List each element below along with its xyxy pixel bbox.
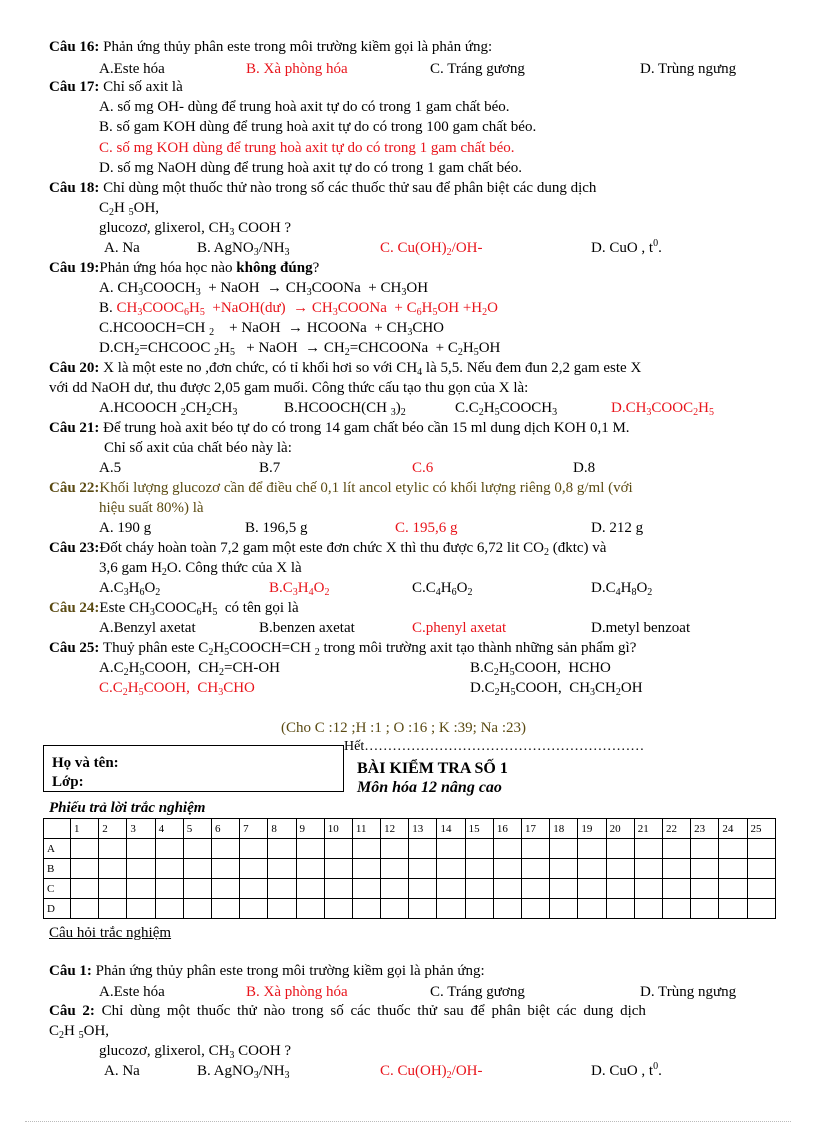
answer-cell[interactable]	[606, 879, 634, 899]
answer-cell[interactable]	[550, 839, 578, 859]
section-heading: Câu hỏi trắc nghiệm	[49, 925, 172, 941]
answer-cell[interactable]	[296, 859, 324, 879]
answer-cell[interactable]	[465, 839, 493, 859]
answer-cell[interactable]	[522, 839, 550, 859]
answer-cell[interactable]	[662, 839, 690, 859]
answer-grid	[43, 818, 776, 919]
answer-cell[interactable]	[324, 899, 352, 919]
answer-cell[interactable]	[268, 839, 296, 859]
q21-line2: Chỉ số axit của chất béo này là:	[104, 440, 292, 456]
student-name-label: Họ và tên:	[52, 755, 119, 771]
grid-option-label: B	[44, 859, 71, 879]
q18-line3: glucozơ, glixerol, $CH_3$ COOH ?	[99, 220, 292, 238]
answer-cell[interactable]	[493, 859, 521, 879]
grid-question-number: 17	[522, 819, 550, 839]
answer-cell[interactable]	[437, 839, 465, 859]
answer-cell[interactable]	[155, 899, 183, 919]
q23-option-b: $B.C_3H_4O_2$	[269, 580, 330, 598]
answer-cell[interactable]	[719, 859, 747, 879]
grid-answer-row	[44, 899, 776, 919]
answer-cell[interactable]	[634, 859, 662, 879]
answer-cell[interactable]	[240, 859, 268, 879]
q19-option-a: A. $CH_3COOCH_3$ + NaOH → $CH_3COONa + CH_3OH$	[99, 280, 429, 298]
q17-option-d: D. số mg NaOH dùng để trung hoà axit tự do có trong 1 gam chất béo.	[99, 160, 523, 176]
p2-line2: $C_2H$ $_5$OH,	[49, 1023, 110, 1041]
q21-stem: Câu 21: Để trung hoà axit béo tự do có trong 14 gam chất béo cần 15 ml dung dịch KOH 0,1 M.	[49, 420, 630, 436]
q24-option-b: B.benzen axetat	[259, 620, 355, 636]
answer-cell[interactable]	[183, 859, 211, 879]
q17-option-a: A. số mg OH- dùng để trung hoà axit tự do có trong 1 gam chất béo.	[99, 99, 510, 115]
q25-stem: Câu 25: Thuỷ phân este $C_2H_5COOCH=CH$ $_2$ trong môi trường axit tạo thành những sản phẩm gì?	[49, 640, 637, 658]
answer-cell[interactable]	[183, 899, 211, 919]
page-divider	[25, 1121, 791, 1122]
q25-option-a: $A.C_2H_5COOH$, $CH_2=CH-OH$	[99, 660, 280, 678]
grid-question-number: 9	[296, 819, 324, 839]
p2-option-d: D. CuO , $t^0$.	[591, 1061, 662, 1079]
p1-option-d: D. Trùng ngưng	[640, 984, 737, 1000]
q17-stem: Câu 17: Chỉ số axit là	[49, 79, 183, 95]
q24-option-c: C.phenyl axetat	[412, 620, 507, 636]
answer-cell[interactable]	[747, 899, 776, 919]
grid-question-number: 2	[99, 819, 127, 839]
q20-stem: Câu 20: X là một este no ,đơn chức, có tỉ khối hơi so với $CH_4$ là 5,5. Nếu đem đun 2,2 gam este X	[49, 360, 642, 378]
answer-cell[interactable]	[296, 839, 324, 859]
answer-cell[interactable]	[324, 839, 352, 859]
answer-cell[interactable]	[268, 859, 296, 879]
answer-cell[interactable]	[719, 839, 747, 859]
grid-question-number: 8	[268, 819, 296, 839]
answer-cell[interactable]	[296, 899, 324, 919]
answer-cell[interactable]	[71, 859, 99, 879]
p2-option-a: A. Na	[104, 1063, 140, 1079]
student-class-label: Lớp:	[52, 774, 84, 790]
q16-option-b: B. Xà phòng hóa	[246, 61, 348, 77]
answer-cell[interactable]	[183, 879, 211, 899]
answer-cell[interactable]	[578, 859, 606, 879]
grid-question-number: 24	[719, 819, 747, 839]
answer-cell[interactable]	[99, 839, 127, 859]
answer-cell[interactable]	[634, 839, 662, 859]
q24-option-d: D.metyl benzoat	[591, 620, 691, 636]
p2-stem: Câu 2: Chỉ dùng một thuốc thử nào trong số các thuốc thử sau để phân biệt các dung dịch	[49, 1003, 646, 1019]
grid-question-number: 16	[493, 819, 521, 839]
q18-option-b: B. $AgNO_3/NH_3$	[197, 240, 290, 258]
answer-cell[interactable]	[409, 879, 437, 899]
grid-question-number: 11	[352, 819, 380, 839]
answer-cell[interactable]	[99, 859, 127, 879]
answer-cell[interactable]	[211, 879, 239, 899]
q20-option-d: $D.CH_3COOC_2H_5$	[611, 400, 714, 418]
answer-cell[interactable]	[268, 879, 296, 899]
answer-cell[interactable]	[352, 879, 380, 899]
answer-cell[interactable]	[324, 879, 352, 899]
answer-cell[interactable]	[240, 899, 268, 919]
q18-line2: $C_2H$ $_5$OH,	[99, 200, 160, 218]
p1-option-a: A.Este hóa	[99, 984, 165, 1000]
answer-cell[interactable]	[747, 839, 776, 859]
answer-cell[interactable]	[183, 839, 211, 859]
answer-cell[interactable]	[381, 859, 409, 879]
answer-cell[interactable]	[352, 859, 380, 879]
question-label: Câu 16:	[49, 39, 100, 55]
answer-cell[interactable]	[578, 899, 606, 919]
q20-line2: với dd NaOH dư, thu được 2,05 gam muối. Công thức cấu tạo thu gọn của X là:	[49, 380, 529, 396]
q22-option-a: A. 190 g	[99, 520, 152, 536]
q16-option-a: A.Este hóa	[99, 61, 165, 77]
answer-cell[interactable]	[747, 859, 776, 879]
q25-option-b: $B.C_2H_5COOH$, HCHO	[470, 660, 611, 678]
answer-cell[interactable]	[747, 879, 776, 899]
grid-question-number: 25	[747, 819, 776, 839]
grid-option-label: C	[44, 879, 71, 899]
q25-option-c: $C.C_2H_5COOH$, $CH_3CHO$	[99, 680, 255, 698]
answer-cell[interactable]	[381, 839, 409, 859]
answer-cell[interactable]	[662, 879, 690, 899]
answer-cell[interactable]	[409, 839, 437, 859]
answer-cell[interactable]	[550, 859, 578, 879]
q21-option-b: B.7	[259, 460, 281, 476]
q17-option-c: C. số mg KOH dùng để trung hoà axit tự do có trong 1 gam chất béo.	[99, 140, 515, 156]
answer-cell[interactable]	[409, 859, 437, 879]
grid-question-number: 14	[437, 819, 465, 839]
answer-cell[interactable]	[465, 859, 493, 879]
exam-subject: Môn hóa 12 nâng cao	[357, 779, 502, 796]
q18-stem: Câu 18: Chỉ dùng một thuốc thử nào trong số các thuốc thử sau để phân biệt các dung dịch	[49, 180, 597, 196]
answer-cell[interactable]	[634, 899, 662, 919]
answer-cell[interactable]	[634, 879, 662, 899]
q18-option-a: A. Na	[104, 240, 140, 256]
grid-question-number: 21	[634, 819, 662, 839]
answer-cell[interactable]	[268, 899, 296, 919]
answer-cell[interactable]	[352, 839, 380, 859]
p1-option-b: B. Xà phòng hóa	[246, 984, 348, 1000]
answer-cell[interactable]	[99, 899, 127, 919]
q23-option-c: $C.C_4H_6O_2$	[412, 580, 473, 598]
answer-cell[interactable]	[691, 879, 719, 899]
grid-corner-cell	[44, 819, 71, 839]
grid-option-label: D	[44, 899, 71, 919]
answer-cell[interactable]	[522, 899, 550, 919]
atomic-masses-note: (Cho C :12 ;H :1 ; O :16 ; K :39; Na :23)	[281, 720, 526, 736]
q18-option-d: D. CuO , $t^0$.	[591, 238, 662, 256]
answer-cell[interactable]	[211, 839, 239, 859]
q22-stem: Câu 22:Khối lượng glucozơ cần để điều chế 0,1 lít ancol etylic có khối lượng riêng 0,8 g/ml (với	[49, 480, 633, 496]
q21-option-d: D.8	[573, 460, 596, 476]
q20-option-a: A.HCOOCH $_2CH_2CH_3$	[99, 400, 238, 418]
answer-cell[interactable]	[240, 879, 268, 899]
answer-cell[interactable]	[691, 899, 719, 919]
grid-header-row	[44, 819, 776, 839]
grid-question-number: 6	[211, 819, 239, 839]
grid-question-number: 19	[578, 819, 606, 839]
answer-cell[interactable]	[127, 899, 155, 919]
grid-question-number: 5	[183, 819, 211, 839]
answer-cell[interactable]	[719, 879, 747, 899]
grid-question-number: 22	[662, 819, 690, 839]
q19-stem: Câu 19:Phản ứng hóa học nào không đúng?	[49, 260, 320, 276]
grid-question-number: 12	[381, 819, 409, 839]
answer-cell[interactable]	[578, 839, 606, 859]
q23-option-d: $D.C_4H_8O_2$	[591, 580, 653, 598]
grid-question-number: 13	[409, 819, 437, 839]
q16-option-c: C. Tráng gương	[430, 61, 525, 77]
answer-cell[interactable]	[465, 879, 493, 899]
answer-cell[interactable]	[493, 879, 521, 899]
exam-title: BÀI KIỂM TRA SỐ 1	[357, 760, 508, 777]
q16-stem: Câu 16: Phản ứng thủy phân este trong môi trường kiềm gọi là phản ứng:	[49, 39, 493, 55]
answer-cell[interactable]	[493, 839, 521, 859]
q19-option-d: $D.CH_2=CHCOOC$ $_2H_5$ + NaOH → $CH_2=CHCOONa + C_2H_5OH$	[99, 340, 501, 358]
q23-stem: Câu 23:Đốt cháy hoàn toàn 7,2 gam một este đơn chức X thì thu được 6,72 lit $CO_2$ (đktc) và	[49, 540, 607, 558]
grid-question-number: 18	[550, 819, 578, 839]
p1-option-c: C. Tráng gương	[430, 984, 525, 1000]
answer-cell[interactable]	[606, 839, 634, 859]
q22-option-d: D. 212 g	[591, 520, 644, 536]
grid-question-number: 23	[691, 819, 719, 839]
answer-cell[interactable]	[493, 899, 521, 919]
grid-question-number: 3	[127, 819, 155, 839]
grid-question-number: 10	[324, 819, 352, 839]
grid-answer-row	[44, 859, 776, 879]
answer-cell[interactable]	[324, 859, 352, 879]
answer-cell[interactable]	[99, 879, 127, 899]
q17-option-b: B. số gam KOH dùng để trung hoà axit tự do có trong 100 gam chất béo.	[99, 119, 537, 135]
p2-option-c: C. $Cu(OH)_2/OH-$	[380, 1063, 483, 1081]
answer-cell[interactable]	[381, 879, 409, 899]
answer-cell[interactable]	[296, 879, 324, 899]
answer-cell[interactable]	[691, 839, 719, 859]
answer-cell[interactable]	[606, 899, 634, 919]
answer-cell[interactable]	[211, 859, 239, 879]
q23-option-a: $A.C_3H_6O_2$	[99, 580, 161, 598]
answer-cell[interactable]	[155, 839, 183, 859]
q24-stem: Câu 24:Este $CH_3COOC_6H_5$ có tên gọi là	[49, 600, 299, 618]
q23-line2: 3,6 gam $H_2O$. Công thức của X là	[99, 560, 302, 578]
p2-line3: glucozơ, glixerol, $CH_3$ COOH ?	[99, 1043, 292, 1061]
q16-option-d: D. Trùng ngưng	[640, 61, 737, 77]
answer-cell[interactable]	[155, 859, 183, 879]
answer-cell[interactable]	[211, 899, 239, 919]
answer-cell[interactable]	[719, 899, 747, 919]
q24-option-a: A.Benzyl axetat	[99, 620, 196, 636]
grid-question-number: 1	[71, 819, 99, 839]
grid-question-number: 15	[465, 819, 493, 839]
grid-question-number: 20	[606, 819, 634, 839]
grid-question-number: 7	[240, 819, 268, 839]
answer-sheet-title: Phiếu trả lời trắc nghiệm	[49, 800, 206, 816]
grid-answer-row	[44, 839, 776, 859]
answer-cell[interactable]	[550, 879, 578, 899]
grid-question-number: 4	[155, 819, 183, 839]
q22-option-c: C. 195,6 g	[395, 520, 458, 536]
grid-option-label: A	[44, 839, 71, 859]
q20-option-c: $C.C_2H_5COOCH_3$	[455, 400, 558, 418]
q20-option-b: B.HCOOCH(CH $_3)_2$	[284, 400, 406, 418]
q18-option-c: C. $Cu(OH)_2/OH-$	[380, 240, 483, 258]
answer-cell[interactable]	[550, 899, 578, 919]
answer-cell[interactable]	[381, 899, 409, 919]
answer-cell[interactable]	[465, 899, 493, 919]
q19-option-b: B. $CH_3COOC_6H_5$ +NaOH(dư) → $CH_3COONa + C_6H_5OH +H_2O$	[99, 300, 498, 318]
p1-stem: Câu 1: Phản ứng thủy phân este trong môi trường kiềm gọi là phản ứng:	[49, 963, 485, 979]
grid-answer-row	[44, 879, 776, 899]
answer-cell[interactable]	[662, 859, 690, 879]
answer-cell[interactable]	[578, 879, 606, 899]
q22-line2: hiệu suất 80%) là	[99, 500, 204, 516]
p2-option-b: B. $AgNO_3/NH_3$	[197, 1063, 290, 1081]
answer-cell[interactable]	[240, 839, 268, 859]
answer-cell[interactable]	[71, 839, 99, 859]
answer-cell[interactable]	[127, 839, 155, 859]
answer-cell[interactable]	[606, 859, 634, 879]
q19-option-c: C.HCOOCH=CH $_2$ + NaOH → HCOONa + $CH_3CHO$	[99, 320, 444, 338]
q22-option-b: B. 196,5 g	[245, 520, 308, 536]
answer-cell[interactable]	[522, 879, 550, 899]
answer-cell[interactable]	[662, 899, 690, 919]
answer-cell[interactable]	[437, 899, 465, 919]
answer-cell[interactable]	[155, 879, 183, 899]
answer-cell[interactable]	[409, 899, 437, 919]
answer-cell[interactable]	[127, 879, 155, 899]
answer-cell[interactable]	[71, 899, 99, 919]
answer-cell[interactable]	[522, 859, 550, 879]
answer-cell[interactable]	[127, 859, 155, 879]
answer-cell[interactable]	[352, 899, 380, 919]
q21-option-c: C.6	[412, 460, 434, 476]
answer-cell[interactable]	[71, 879, 99, 899]
q21-option-a: A.5	[99, 460, 122, 476]
answer-cell[interactable]	[437, 859, 465, 879]
end-marker: Hết……………………………………………………	[344, 739, 645, 754]
answer-cell[interactable]	[437, 879, 465, 899]
answer-cell[interactable]	[691, 859, 719, 879]
q25-option-d: $D.C_2H_5COOH$, $CH_3CH_2OH$	[470, 680, 643, 698]
